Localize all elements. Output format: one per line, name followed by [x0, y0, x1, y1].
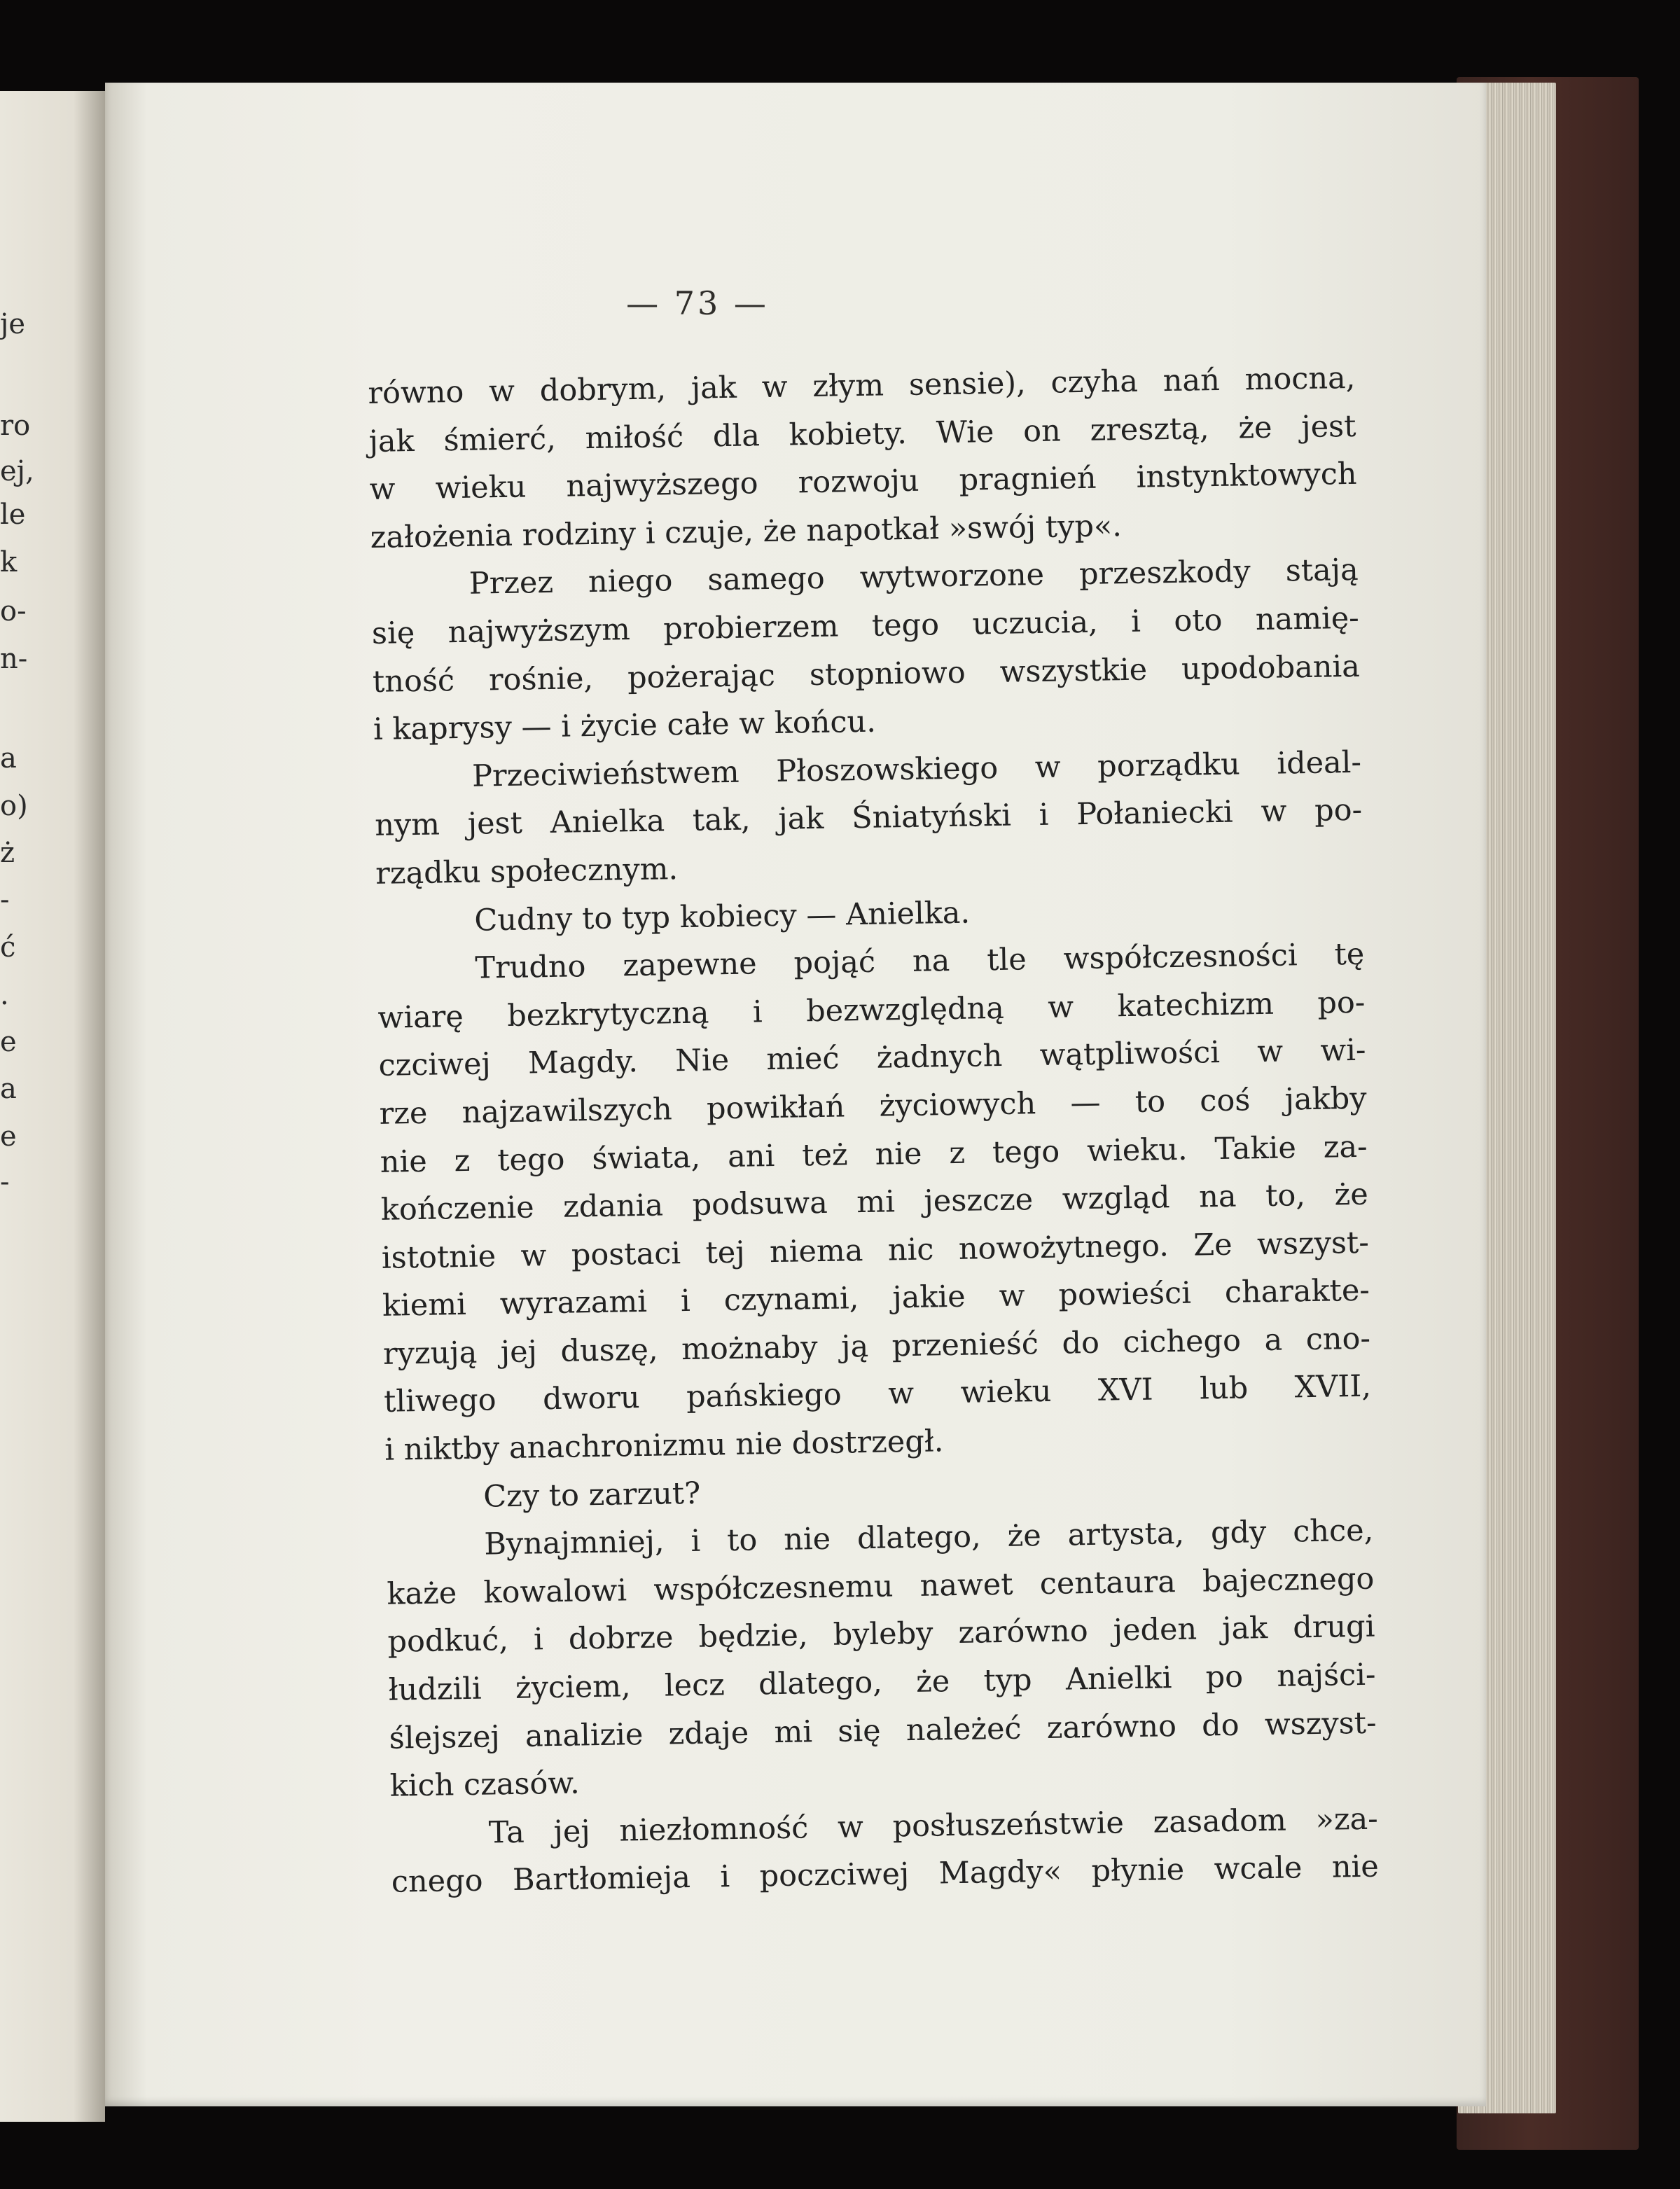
previous-page-fragment: . — [0, 979, 9, 1011]
previous-page-fragment: e — [0, 1026, 17, 1058]
text-line: czciwej Magdy. Nie mieć żadnych wątpliwości w wi- — [378, 1033, 1366, 1084]
text-line: wiarę bezkrytyczną i bezwzględną w katechizm po- — [377, 985, 1366, 1036]
previous-page-fragment: le — [0, 499, 26, 531]
book-page — [105, 83, 1486, 2106]
previous-page-fragment: ż — [0, 837, 15, 869]
text-line: Przeciwieństwem Płoszowskiego w porządku ideal- — [471, 744, 1362, 794]
text-line: nie z tego świata, ani też nie z tego wieku. Takie za- — [380, 1129, 1368, 1180]
text-line: nym jest Anielka tak, jak Śniatyński i Połaniecki w po- — [374, 793, 1363, 844]
text-line: ryzują jej duszę, możnaby ją przenieść do cichego a cno- — [382, 1321, 1371, 1372]
text-line: Bynajmniej, i to nie dlatego, że artysta, gdy chce, — [483, 1513, 1374, 1562]
text-line: tliwego dworu pańskiego w wieku XVI lub XVII, — [383, 1369, 1372, 1420]
previous-page-fragment: a — [0, 1073, 17, 1105]
previous-page-sliver — [0, 91, 105, 2122]
previous-page-fragment: k — [0, 546, 18, 578]
text-line: podkuć, i dobrze będzie, byleby zarówno jeden jak drugi — [387, 1609, 1375, 1660]
text-line: założenia rodziny i czuje, że napotkał »swój typ«. — [370, 508, 1123, 555]
previous-page-fragment: a — [0, 742, 17, 774]
previous-page-fragment: n- — [0, 643, 28, 675]
text-line: istotnie w postaci tej niema nic nowożytnego. Ze wszyst- — [381, 1225, 1370, 1276]
previous-page-fragment: je — [0, 308, 26, 340]
text-line: kich czasów. — [389, 1765, 581, 1804]
previous-page-fragment: o) — [0, 790, 28, 822]
text-line: w wieku najwyższego rozwoju pragnień instynktowych — [369, 457, 1357, 508]
text-line: jak śmierć, miłość dla kobiety. Wie on zresztą, że jest — [368, 408, 1356, 459]
text-line: Cudny to typ kobiecy — Anielka. — [473, 895, 971, 938]
text-line: cnego Bartłomieja i poczciwej Magdy« płynie wcale nie — [391, 1849, 1380, 1900]
text-line: Czy to zarzut? — [483, 1475, 701, 1515]
text-line: kończenie zdania podsuwa mi jeszcze wzgląd na to, że — [380, 1176, 1369, 1228]
previous-page-fragment: ć — [0, 931, 16, 964]
previous-page-fragment: - — [0, 1166, 10, 1198]
text-line: tność rośnie, pożerając stopniowo wszystkie upodobania — [372, 648, 1361, 700]
text-line: się najwyższym probierzem tego uczucia, i oto namię- — [371, 600, 1360, 651]
text-line: łudzili życiem, lecz dlatego, że typ Anielki po najści- — [388, 1657, 1376, 1708]
previous-page-fragment: e — [0, 1120, 17, 1153]
text-line: równo w dobrym, jak w złym sensie), czyha nań mocna, — [368, 360, 1356, 411]
page-number: — 73 — — [626, 284, 769, 322]
text-line: rze najzawilszych powikłań życiowych — to coś jakby — [379, 1080, 1367, 1132]
text-line: Przez niego samego wytworzone przeszkody stają — [468, 553, 1359, 602]
text-line: rządku społecznym. — [375, 852, 679, 891]
previous-page-fragment: ej, — [0, 455, 34, 487]
previous-page-fragment: o- — [0, 595, 27, 627]
previous-page-fragment: ro — [0, 410, 31, 442]
text-line: ślejszej analizie zdaje mi się należeć zarówno do wszyst- — [389, 1705, 1377, 1756]
previous-page-fragment: - — [0, 884, 10, 916]
text-line: kiemi wyrazami i czynami, jakie w powieści charakte- — [382, 1272, 1370, 1324]
text-line: i niktby anachronizmu nie dostrzegł. — [384, 1424, 944, 1468]
text-line: Ta jej niezłomność w posłuszeństwie zasadom »za- — [488, 1801, 1379, 1851]
text-line: i kaprysy — i życie całe w końcu. — [373, 704, 877, 748]
text-line: każe kowalowi współczesnemu nawet centaura bajecznego — [387, 1561, 1375, 1612]
text-line: Trudno zapewne pojąć na tle współczesności tę — [475, 936, 1365, 986]
page-text — [368, 354, 1379, 1907]
